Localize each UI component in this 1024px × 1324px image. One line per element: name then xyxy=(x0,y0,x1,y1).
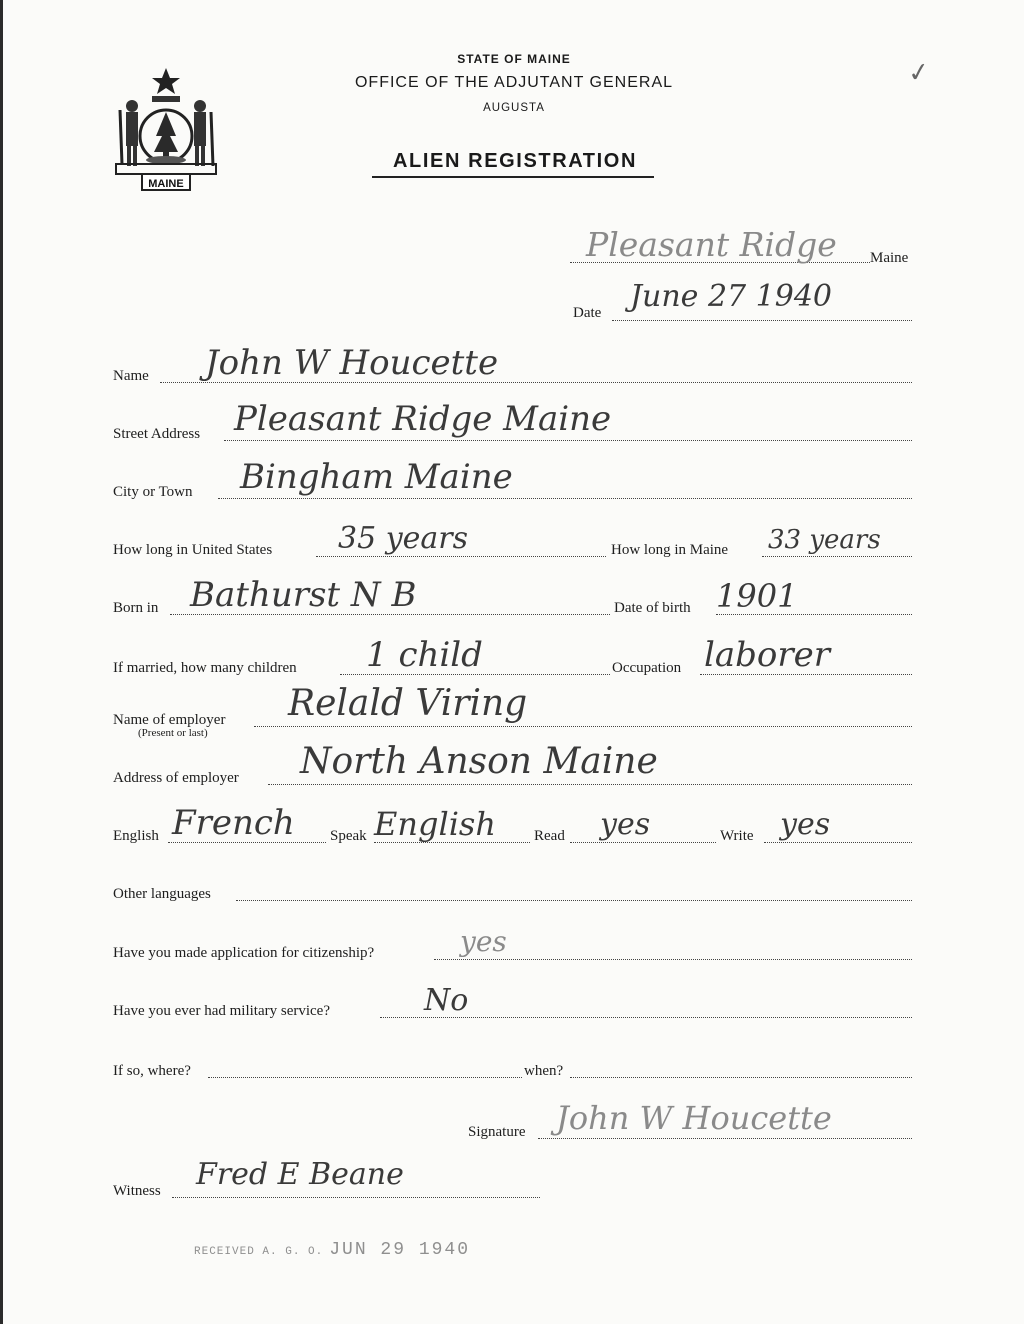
date-value: June 27 1940 xyxy=(630,279,833,314)
read-label: Read xyxy=(534,828,565,844)
write-line xyxy=(764,842,912,843)
received-stamp-date: JUN 29 1940 xyxy=(329,1240,471,1260)
write-value: yes xyxy=(780,807,831,842)
how-long-maine-label: How long in Maine xyxy=(611,542,729,558)
when-label: when? xyxy=(524,1063,564,1079)
signature-value: John W Houcette xyxy=(556,1099,832,1137)
witness-value: Fred E Beane xyxy=(196,1157,404,1192)
date-line xyxy=(612,320,912,321)
english-value: French xyxy=(172,803,295,843)
date-label: Date xyxy=(573,305,602,321)
read-value: yes xyxy=(600,807,651,842)
employer-address-line xyxy=(268,784,912,785)
citizenship-value: yes xyxy=(460,925,507,958)
other-languages-label: Other languages xyxy=(113,886,211,902)
employer-label: Name of employer xyxy=(113,712,226,728)
speak-value: English xyxy=(374,805,496,843)
street-address-label: Street Address xyxy=(113,426,201,442)
employer-address-value: North Anson Maine xyxy=(300,741,658,782)
english-label: English xyxy=(113,828,159,844)
witness-line xyxy=(172,1197,540,1198)
name-value: John W Houcette xyxy=(205,343,499,383)
place-label: Maine xyxy=(870,250,909,266)
city-line xyxy=(218,498,912,499)
form-title: ALIEN REGISTRATION xyxy=(393,150,637,172)
street-address-line xyxy=(224,440,912,441)
children-value: 1 child xyxy=(366,635,483,675)
how-long-us-value: 35 years xyxy=(338,521,469,556)
how-long-maine-line xyxy=(762,556,912,557)
city-heading: AUGUSTA xyxy=(483,102,545,114)
where-line xyxy=(208,1077,522,1078)
employer-address-label: Address of employer xyxy=(113,770,239,786)
name-label: Name xyxy=(113,368,149,384)
military-label: Have you ever had military service? xyxy=(113,1003,330,1019)
citizenship-line xyxy=(434,959,912,960)
how-long-us-line xyxy=(316,556,606,557)
date-of-birth-value: 1901 xyxy=(716,577,798,615)
employer-line xyxy=(254,726,912,727)
where-label: If so, where? xyxy=(113,1063,191,1079)
check-mark-icon: ✓ xyxy=(906,56,932,90)
svg-text:MAINE: MAINE xyxy=(148,178,184,190)
read-line xyxy=(570,842,716,843)
born-in-label: Born in xyxy=(113,600,159,616)
signature-line xyxy=(538,1138,912,1139)
write-label: Write xyxy=(720,828,754,844)
street-address-value: Pleasant Ridge Maine xyxy=(234,399,612,439)
how-long-maine-value: 33 years xyxy=(768,525,881,555)
witness-label: Witness xyxy=(113,1183,161,1199)
employer-value: Relald Viring xyxy=(288,683,528,724)
city-value: Bingham Maine xyxy=(240,457,513,497)
maine-state-seal-icon xyxy=(112,66,220,194)
when-line xyxy=(570,1077,912,1078)
speak-label: Speak xyxy=(330,828,367,844)
employer-sublabel: (Present or last) xyxy=(138,727,208,739)
signature-label: Signature xyxy=(468,1124,526,1140)
received-stamp xyxy=(194,1240,470,1260)
date-of-birth-label: Date of birth xyxy=(614,600,691,616)
place-value: Pleasant Ridge xyxy=(586,225,837,264)
occupation-label: Occupation xyxy=(612,660,682,676)
born-in-value: Bathurst N B xyxy=(190,575,417,615)
received-stamp-prefix: RECEIVED A. G. O. xyxy=(194,1246,324,1258)
occupation-value: laborer xyxy=(704,635,831,675)
how-long-us-label: How long in United States xyxy=(113,542,273,558)
office-heading: OFFICE OF THE ADJUTANT GENERAL xyxy=(354,74,674,91)
city-label: City or Town xyxy=(113,484,193,500)
state-heading: STATE OF MAINE xyxy=(457,52,571,66)
other-languages-line xyxy=(236,900,912,901)
military-value: No xyxy=(424,983,469,1018)
children-label: If married, how many children xyxy=(113,660,297,676)
citizenship-label: Have you made application for citizenship? xyxy=(113,945,375,961)
title-underline xyxy=(372,176,654,178)
scan-edge xyxy=(0,0,3,1324)
